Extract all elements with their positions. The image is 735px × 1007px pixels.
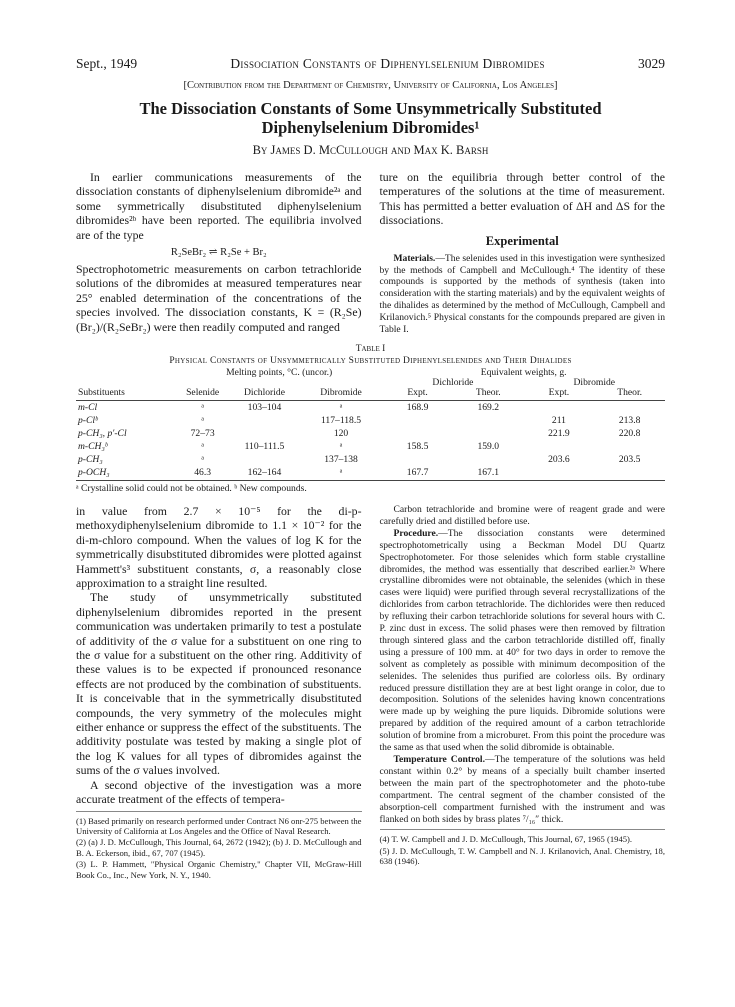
upper-right-column <box>380 170 666 336</box>
table-row: p-OCH₃ 46.3 162–164 ᵃ 167.7 167.1 <box>76 466 665 481</box>
body-paragraph-1: in value from 2.7 × 10⁻⁵ for the di-p-methoxydiphenylselenium dibromide to 1.1 × 10⁻² for the di-m-chloro compound. When the values of log K for the symmetrically disubstituted dibromides were plotted against Hammett's³ substituent constants, σ, a reasonably close approximation to a straight line resulted. <box>76 503 362 590</box>
materials-label: Materials. <box>393 252 436 264</box>
intro-continuation: ture on the equilibria through better control of the temperatures of the solutions at the time of measurement. This has permitted a better evaluation of ΔH and ΔS for the dissociations. <box>379 170 665 228</box>
table-row: m-Cl ᵃ 103–104 ᵃ 168.9 169.2 <box>78 401 500 413</box>
col-expt-dichloride: Expt. <box>382 388 453 401</box>
lower-left-column <box>76 504 362 881</box>
table-title: Physical Constants of Unsymmetrically Substituted Diphenylselenides and Their Dihalides <box>169 355 572 366</box>
running-head <box>76 56 665 72</box>
col-theor-dichloride: Theor. <box>453 388 524 401</box>
procedure-label: Procedure. <box>393 527 439 539</box>
page-number: 3029 <box>638 56 665 71</box>
col-selenide: Selenide <box>176 388 229 401</box>
contribution-line: [Contribution from the Department of Chemistry, University of California, Los Angeles] <box>183 80 558 91</box>
materials-paragraph <box>380 253 666 336</box>
table-row: m-CH₃ᵇ ᵃ 110–111.5 ᵃ 158.5 159.0 <box>78 440 500 452</box>
byline: By James D. McCullough and Max K. Barsh <box>252 143 489 157</box>
lower-right-column <box>380 504 666 881</box>
temperature-label: Temperature Control. <box>393 754 485 765</box>
footnote-5: (5) J. D. McCullough, T. W. Campbell and N. J. Krilanovich, Anal. Chemistry, 18, 638 (1946). <box>379 845 665 867</box>
table-row: p-Clᵇ ᵃ 117–118.5 211 213.8 <box>78 414 641 426</box>
procedure-text: —The dissociation constants were determined spectrophotometrically using a Beckman Model DU Quartz Spectrophotometer. For those selenides which form stable crystalline dibromides, the method was essentially that described earlier.²ᵃ Where crystalline dibromides were not obtainable, the selenides (which in these cases were liquid) were purified through several recrystallizations of the dichlorides from carbon tetrachloride. The dichlorides were then reduced by refluxing their carbon tetrachloride solutions for several hours with C. P. zinc dust in excess. The solid phases were then removed by filtration through sintered glass and the carbon tetrachloride distilled off, finally using a pressure of 100 mm. at 40° for two days in order to remove the solvent as completely as possible with minimum decomposition of the selenides. The selenides thus purified are colorless oils. By ordinary reduced pressure distillation they are at best light orange in color, due to decomposition. Solutions of the selenides having known concentrations were made up by weighing the pure liquids. Dibromide solutions were prepared by addition of the required amount of a carbon tetrachloride solution of bromine from a microburet. From this point the procedure was the same as that used when the solid dibromide is obtainable. <box>379 527 665 754</box>
footnotes-left <box>76 811 362 880</box>
col-substituents: Substituents <box>76 388 176 401</box>
intro-paragraph-2: Spectrophotometric measurements on carbon tetrachloride solutions of the dibromides at measured temperatures near 25° enabled determination of the concentrations of the species involved. The dissociation constants, K = (R₂Se)(Br₂)/(R₂SeBr₂) were then readily computed and ranged <box>76 262 362 334</box>
footnote-1: (1) Based primarily on research performed under Contract N6 onr-275 between the University of California at Los Angeles and the Office of Naval Research. <box>76 815 362 836</box>
physical-constants-table <box>76 368 665 481</box>
materials-text: —The selenides used in this investigation were synthesized by the methods of Campbell and McCullough.⁴ The identity of these compounds is supported by the methods of synthesis (taken into consideration with the starting materials) and by the equivalent weights of the dihalides as determined by the method of McCullough, Campbell and Krilanovich.⁵ Physical constants for the compounds prepared are given in Table I. <box>379 252 665 336</box>
intro-paragraph-1: In earlier communications measurements of the dissociation constants of diphenylselenium dibromide²ᵃ and some symmetrically disubstituted diphenylselenium dibromides²ᵇ have been reported. The equilibria involved are of the type <box>76 170 362 242</box>
procedure-paragraph <box>380 528 666 754</box>
col-dichloride: Dichloride <box>229 388 300 401</box>
lower-columns <box>76 504 665 881</box>
issue-date: Sept., 1949 <box>76 56 138 71</box>
experimental-heading: Experimental <box>485 233 559 248</box>
footnote-3: (3) L. P. Hammett, "Physical Organic Chemistry," Chapter VII, McGraw-Hill Book Co., Inc., New York, N. Y., 1940. <box>76 859 362 880</box>
equivalent-weights-group: Equivalent weights, g. <box>480 366 567 378</box>
col-expt-dibromide: Expt. <box>524 388 595 401</box>
eq-dichloride-group: Dichloride <box>432 376 474 388</box>
running-title: Dissociation Constants of Diphenylselenium Dibromides <box>230 56 545 71</box>
table-row: p-CH₃ ᵃ 137–138 203.6 203.5 <box>78 453 641 465</box>
footnote-2: (2) (a) J. D. McCullough, This Journal, 64, 2672 (1942); (b) J. D. McCullough and B. A. Eckerson, ibid., 67, 707 (1945). <box>76 837 362 858</box>
upper-left-column <box>76 170 362 336</box>
eq-dibromide-group: Dibromide <box>573 376 616 388</box>
table-footnotes: ᵃ Crystalline solid could not be obtained. ᵇ New compounds. <box>76 482 307 494</box>
melting-points-group: Melting points, °C. (uncor.) <box>226 366 333 378</box>
table-caption: Table I <box>355 343 386 354</box>
equilibrium-equation: R₂SeBr₂ ⇌ R₂Se + Br₂ <box>170 247 267 259</box>
temperature-paragraph <box>380 754 666 825</box>
body-paragraph-2: The study of unsymmetrically substituted diphenylselenium dibromides reported in the present communication was undertaken primarily to test a postulate of additivity of the σ value for a substituent on one ring to the σ value for a substituent on the other ring. Additivity of these values is to be expected if pronounced resonance effects are not produced by the combination of substituents. It is conceivable that in the symmetrically disubstituted compounds, the very symmetry of the molecules might either enhance or suppress the effect of the substituents. The additivity postulate was tested by making a single plot of the log K values for all types of dibromides against the sums of the σ values involved. <box>76 590 362 778</box>
temperature-text: —The temperature of the solutions was held constant within 0.2° by means of a specially built chamber inserted between the main part of the spectrophotometer and the photo-tube compartment. The central segment of the chamber consisted of the absorption-cell compartment furnished with the instrument and was flanked on both sides by brass plates ⁷/₁₆″ thick. <box>379 754 666 825</box>
footnotes-right <box>380 829 666 866</box>
body-paragraph-3: A second objective of the investigation was a more accurate treatment of the effects of tempera- <box>76 777 362 807</box>
article-title: The Dissociation Constants of Some Unsymmetrically Substituted Diphenylselenium Dibromides¹ <box>139 99 602 137</box>
reagents-paragraph: Carbon tetrachloride and bromine were of reagent grade and were carefully dried and distilled before use. <box>379 503 665 527</box>
col-theor-dibromide: Theor. <box>594 388 665 401</box>
upper-columns <box>76 170 665 336</box>
footnote-4: (4) T. W. Campbell and J. D. McCullough, This Journal, 67, 1965 (1945). <box>379 834 633 845</box>
col-dibromide: Dibromide <box>300 388 382 401</box>
table-row: p-CH₃, p′-Cl 72–73 120 221.9 220.8 <box>78 427 641 439</box>
